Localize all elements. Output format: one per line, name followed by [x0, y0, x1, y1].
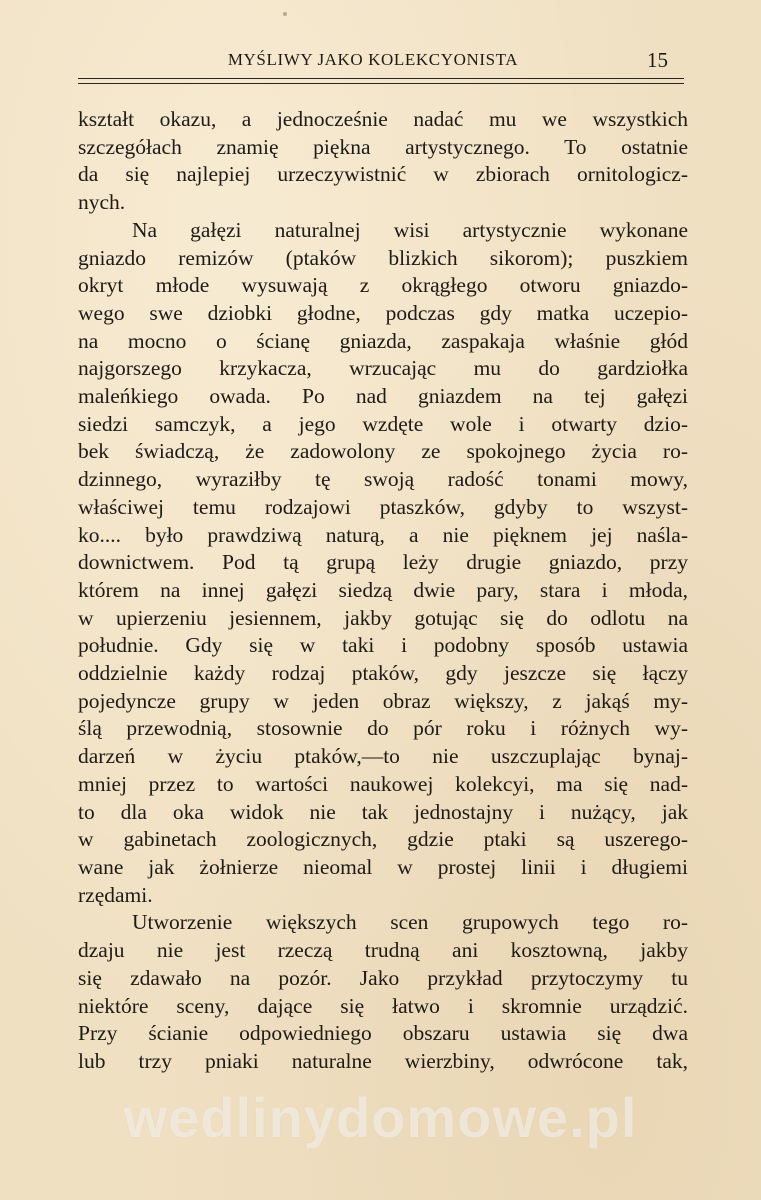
text-line: bek świadczą, że zadowolony ze spokojnego życia ro-	[78, 439, 688, 464]
text-line: Przy ścianie odpowiedniego obszaru ustawia się dwa	[78, 1021, 688, 1046]
text-line: lub trzy pniaki naturalne wierzbiny, odwrócone tak,	[78, 1048, 688, 1073]
text-line: w gabinetach zoologicznych, gdzie ptaki są uszerego-	[78, 827, 688, 852]
text-line: południe. Gdy się w taki i podobny sposób ustawia	[78, 633, 688, 658]
text-line: downictwem. Pod tą grupą leży drugie gniazdo, przy	[78, 550, 688, 575]
text-line: wane jak żołnierze nieomal w prostej linii i długiemi	[78, 854, 688, 879]
text-line: nych.	[78, 190, 126, 215]
text-line: maleńkiego owada. Po nad gniazdem na tej gałęzi	[78, 384, 688, 409]
watermark: wedlinydomowe.pl	[123, 1086, 638, 1149]
text-line: w upierzeniu jesiennem, jakby gotując się do odlotu na	[78, 605, 688, 630]
text-line: siedzi samczyk, a jego wzdęte wole i otwarty dzio-	[78, 411, 688, 436]
text-line: pojedyncze grupy w jeden obraz większy, z jakąś my-	[78, 688, 688, 713]
text-line: niektóre sceny, dające się łatwo i skromnie urządzić.	[78, 993, 688, 1018]
text-line: się zdawało na pozór. Jako przykład przytoczymy tu	[78, 965, 688, 990]
text-line: mniej przez to wartości naukowej kolekcyi, ma się nad-	[78, 771, 688, 796]
text-line: dzinnego, wyraziłby tę swoją radość tonami mowy,	[78, 467, 688, 492]
body-text	[78, 106, 688, 1076]
text-line: na mocno o ścianę gniazda, zaspakaja właśnie głód	[78, 328, 688, 353]
text-line: oddzielnie każdy rodzaj ptaków, gdy jeszcze się łączy	[78, 661, 688, 686]
text-line: okryt młode wysuwają z okrągłego otworu gniazdo-	[78, 273, 688, 298]
text-line: ko.... było prawdziwą naturą, a nie pięknem jej naśla-	[78, 522, 688, 547]
text-line: kształt okazu, a jednocześnie nadać mu we wszystkich	[78, 107, 688, 131]
text-line: Utworzenie większych scen grupowych tego ro-	[132, 910, 688, 935]
header-rule-top	[78, 78, 684, 79]
print-speck	[283, 12, 287, 16]
text-line: to dla oka widok nie tak jednostajny i nużący, jak	[78, 799, 688, 824]
page-header	[78, 50, 668, 74]
header-rule-bottom	[78, 83, 684, 84]
text-line: najgorszego krzykacza, wrzucając mu do gardziołka	[78, 356, 688, 381]
text-line: da się najlepiej urzeczywistnić w zbiorach ornitologicz-	[78, 162, 688, 187]
text-line: rzędami.	[78, 882, 153, 907]
text-line: którem na innej gałęzi siedzą dwie pary, stara i młoda,	[78, 577, 688, 602]
text-line: szczegółach znamię piękna artystycznego. To ostatnie	[78, 134, 688, 159]
text-line: darzeń w życiu ptaków,—to nie uszczuplając bynaj-	[78, 744, 688, 769]
text-line: gniazdo remizów (ptaków blizkich sikorom); puszkiem	[78, 245, 688, 270]
running-title: MYŚLIWY JAKO KOLEKCYONISTA	[227, 50, 519, 69]
text-line: właściwej temu rodzajowi ptaszków, gdyby to wszyst-	[78, 494, 688, 519]
text-line: ślą przewodnią, stosownie do pór roku i różnych wy-	[78, 716, 688, 741]
page-number: 15	[647, 48, 668, 72]
text-line: dzaju nie jest rzeczą trudną ani kosztowną, jakby	[78, 938, 688, 963]
text-line: Na gałęzi naturalnej wisi artystycznie wykonane	[132, 217, 688, 242]
text-line: wego swe dziobki głodne, podczas gdy matka uczepio-	[78, 300, 688, 325]
